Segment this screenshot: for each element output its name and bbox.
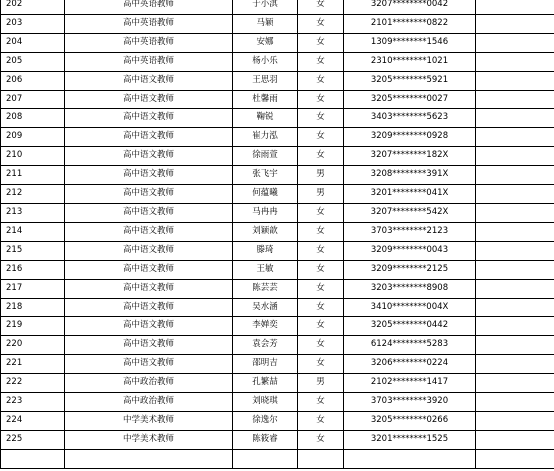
position-cell: 高中语文教师 [65, 241, 233, 260]
position-cell: 高中语文教师 [65, 279, 233, 298]
gender-cell: 女 [298, 336, 344, 355]
id-number-cell: 3206********0224 [344, 355, 476, 374]
name-cell: 崔力泓 [233, 128, 298, 147]
position-cell: 高中政治教师 [65, 374, 233, 393]
name-cell: 何蕴曦 [233, 185, 298, 204]
name-cell: 安娜 [233, 33, 298, 52]
table-row [1, 52, 554, 71]
position-cell: 高中语文教师 [65, 336, 233, 355]
position-cell: 高中语文教师 [65, 166, 233, 185]
table-row [1, 411, 554, 430]
gender-cell: 女 [298, 71, 344, 90]
serial-number-cell: 215 [1, 241, 65, 260]
table-row [1, 317, 554, 336]
name-cell: 于小淇 [233, 0, 298, 14]
position-cell: 高中语文教师 [65, 147, 233, 166]
name-cell: 孔繁喆 [233, 374, 298, 393]
serial-number-cell: 217 [1, 279, 65, 298]
serial-number-cell: 210 [1, 147, 65, 166]
gender-cell: 女 [298, 147, 344, 166]
note-cell [476, 430, 554, 449]
table-row [1, 355, 554, 374]
note-cell [476, 374, 554, 393]
gender-cell: 女 [298, 430, 344, 449]
serial-number-cell: 222 [1, 374, 65, 393]
table-row [1, 185, 554, 204]
serial-number-cell: 220 [1, 336, 65, 355]
gender-cell: 女 [298, 241, 344, 260]
gender-cell: 女 [298, 128, 344, 147]
name-cell: 邵明吉 [233, 355, 298, 374]
gender-cell: 女 [298, 298, 344, 317]
name-cell: 陈芸芸 [233, 279, 298, 298]
id-number-cell: 2101********0822 [344, 14, 476, 33]
serial-number-cell: 214 [1, 222, 65, 241]
table-row [1, 279, 554, 298]
note-cell [476, 298, 554, 317]
id-number-cell: 3208********391X [344, 166, 476, 185]
gender-cell [298, 449, 344, 468]
name-cell: 鞠锐 [233, 109, 298, 128]
gender-cell: 女 [298, 222, 344, 241]
name-cell: 张飞宇 [233, 166, 298, 185]
table-row [1, 147, 554, 166]
table-row [1, 71, 554, 90]
note-cell [476, 185, 554, 204]
note-cell [476, 71, 554, 90]
table-row [1, 14, 554, 33]
name-cell [233, 449, 298, 468]
note-cell [476, 222, 554, 241]
id-number-cell: 3410********004X [344, 298, 476, 317]
name-cell: 王敏 [233, 260, 298, 279]
table-row [1, 374, 554, 393]
serial-number-cell: 212 [1, 185, 65, 204]
id-number-cell: 3209********2125 [344, 260, 476, 279]
note-cell [476, 0, 554, 14]
position-cell: 高中语文教师 [65, 185, 233, 204]
position-cell: 中学美术教师 [65, 411, 233, 430]
id-number-cell: 1309********1546 [344, 33, 476, 52]
table-body [1, 0, 554, 468]
name-cell: 杨小乐 [233, 52, 298, 71]
id-number-cell [344, 449, 476, 468]
name-cell: 杜馨雨 [233, 90, 298, 109]
position-cell: 高中语文教师 [65, 71, 233, 90]
position-cell: 高中语文教师 [65, 298, 233, 317]
serial-number-cell: 205 [1, 52, 65, 71]
serial-number-cell: 208 [1, 109, 65, 128]
gender-cell: 男 [298, 166, 344, 185]
gender-cell: 女 [298, 260, 344, 279]
gender-cell: 女 [298, 33, 344, 52]
note-cell [476, 166, 554, 185]
id-number-cell: 6124********5283 [344, 336, 476, 355]
name-cell: 刘晓琪 [233, 393, 298, 412]
note-cell [476, 449, 554, 468]
id-number-cell: 2102********1417 [344, 374, 476, 393]
table-row [1, 33, 554, 52]
serial-number-cell: 224 [1, 411, 65, 430]
serial-number-cell: 223 [1, 393, 65, 412]
position-cell: 高中政治教师 [65, 393, 233, 412]
name-cell: 陈筱睿 [233, 430, 298, 449]
note-cell [476, 147, 554, 166]
table-row [1, 430, 554, 449]
name-cell: 马颖 [233, 14, 298, 33]
table-row [1, 166, 554, 185]
note-cell [476, 33, 554, 52]
serial-number-cell: 221 [1, 355, 65, 374]
note-cell [476, 14, 554, 33]
gender-cell: 男 [298, 185, 344, 204]
position-cell: 高中英语教师 [65, 14, 233, 33]
position-cell: 高中语文教师 [65, 317, 233, 336]
position-cell: 高中语文教师 [65, 222, 233, 241]
gender-cell: 女 [298, 393, 344, 412]
gender-cell: 女 [298, 203, 344, 222]
position-cell: 高中语文教师 [65, 355, 233, 374]
id-number-cell: 3201********041X [344, 185, 476, 204]
id-number-cell: 3209********0928 [344, 128, 476, 147]
gender-cell: 女 [298, 279, 344, 298]
id-number-cell: 3403********5623 [344, 109, 476, 128]
gender-cell: 女 [298, 14, 344, 33]
name-cell: 刘颖歆 [233, 222, 298, 241]
name-cell: 滕琦 [233, 241, 298, 260]
gender-cell: 男 [298, 374, 344, 393]
table-row [1, 222, 554, 241]
serial-number-cell: 219 [1, 317, 65, 336]
note-cell [476, 109, 554, 128]
note-cell [476, 355, 554, 374]
id-number-cell: 3703********2123 [344, 222, 476, 241]
name-cell: 袁会芳 [233, 336, 298, 355]
position-cell: 中学美术教师 [65, 430, 233, 449]
table-row [1, 109, 554, 128]
id-number-cell: 2310********1021 [344, 52, 476, 71]
gender-cell: 女 [298, 90, 344, 109]
id-number-cell: 3205********0027 [344, 90, 476, 109]
serial-number-cell: 218 [1, 298, 65, 317]
name-cell: 吴水涵 [233, 298, 298, 317]
id-number-cell: 3201********1525 [344, 430, 476, 449]
table-row [1, 336, 554, 355]
name-cell: 徐雨萱 [233, 147, 298, 166]
table-row [1, 203, 554, 222]
id-number-cell: 3207********542X [344, 203, 476, 222]
gender-cell: 女 [298, 317, 344, 336]
id-number-cell: 3703********3920 [344, 393, 476, 412]
position-cell: 高中英语教师 [65, 52, 233, 71]
id-number-cell: 3205********5921 [344, 71, 476, 90]
position-cell: 高中英语教师 [65, 33, 233, 52]
id-number-cell: 3203********8908 [344, 279, 476, 298]
table-row [1, 393, 554, 412]
position-cell: 高中语文教师 [65, 109, 233, 128]
name-cell: 李婵奕 [233, 317, 298, 336]
note-cell [476, 279, 554, 298]
serial-number-cell [1, 449, 65, 468]
table-row [1, 241, 554, 260]
serial-number-cell: 225 [1, 430, 65, 449]
serial-number-cell: 211 [1, 166, 65, 185]
note-cell [476, 260, 554, 279]
id-number-cell: 3205********0266 [344, 411, 476, 430]
note-cell [476, 52, 554, 71]
serial-number-cell: 203 [1, 14, 65, 33]
table-row [1, 90, 554, 109]
name-cell: 徐逸尔 [233, 411, 298, 430]
table-row [1, 0, 554, 14]
note-cell [476, 241, 554, 260]
position-cell: 高中英语教师 [65, 0, 233, 14]
gender-cell: 女 [298, 0, 344, 14]
position-cell: 高中语文教师 [65, 128, 233, 147]
position-cell [65, 449, 233, 468]
gender-cell: 女 [298, 109, 344, 128]
note-cell [476, 203, 554, 222]
position-cell: 高中语文教师 [65, 203, 233, 222]
note-cell [476, 90, 554, 109]
table-row [1, 128, 554, 147]
name-cell: 马冉冉 [233, 203, 298, 222]
note-cell [476, 393, 554, 412]
note-cell [476, 411, 554, 430]
gender-cell: 女 [298, 52, 344, 71]
name-cell: 王思羽 [233, 71, 298, 90]
position-cell: 高中语文教师 [65, 90, 233, 109]
table-row [1, 449, 554, 468]
serial-number-cell: 209 [1, 128, 65, 147]
gender-cell: 女 [298, 355, 344, 374]
id-number-cell: 3209********0043 [344, 241, 476, 260]
serial-number-cell: 206 [1, 71, 65, 90]
note-cell [476, 128, 554, 147]
serial-number-cell: 213 [1, 203, 65, 222]
position-cell: 高中语文教师 [65, 260, 233, 279]
id-number-cell: 3205********0442 [344, 317, 476, 336]
note-cell [476, 317, 554, 336]
id-number-cell: 3207********0042 [344, 0, 476, 14]
serial-number-cell: 204 [1, 33, 65, 52]
serial-number-cell: 207 [1, 90, 65, 109]
gender-cell: 女 [298, 411, 344, 430]
serial-number-cell: 216 [1, 260, 65, 279]
id-number-cell: 3207********182X [344, 147, 476, 166]
note-cell [476, 336, 554, 355]
table-row [1, 260, 554, 279]
serial-number-cell: 202 [1, 0, 65, 14]
table-row [1, 298, 554, 317]
